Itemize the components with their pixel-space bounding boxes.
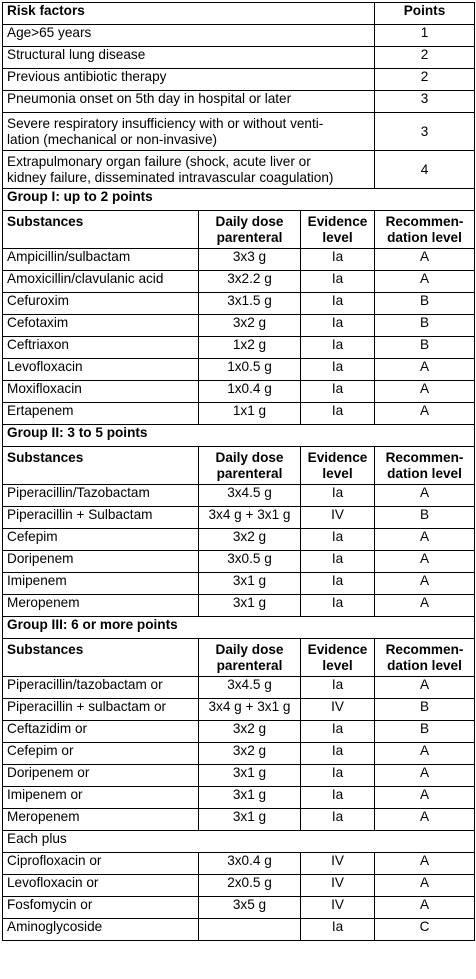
evidence-level: Ia xyxy=(301,271,375,293)
evidence-level: Ia xyxy=(301,743,375,765)
drug-row xyxy=(3,743,475,765)
recommendation-level: A xyxy=(375,249,475,271)
daily-dose: 3x4 g + 3x1 g xyxy=(199,699,301,721)
substance: Imipenem or xyxy=(3,787,199,809)
recommendation-level: B xyxy=(375,337,475,359)
column-header-row xyxy=(3,639,475,677)
substance: Cefuroxim xyxy=(3,293,199,315)
recommendation-level-heading: Recommen- dation level xyxy=(375,211,475,249)
risk-points: 3 xyxy=(375,113,475,151)
evidence-level: Ia xyxy=(301,573,375,595)
substance: Amoxicillin/clavulanic acid xyxy=(3,271,199,293)
risk-factor: Previous antibiotic therapy xyxy=(3,69,375,91)
substance: Piperacillin + sulbactam or xyxy=(3,699,199,721)
drug-row xyxy=(3,595,475,617)
recommendation-level: A xyxy=(375,853,475,875)
group-title: Group I: up to 2 points xyxy=(3,189,475,211)
daily-dose xyxy=(199,919,301,941)
evidence-level-heading: Evidence level xyxy=(301,211,375,249)
drug-row xyxy=(3,573,475,595)
substance: Doripenem xyxy=(3,551,199,573)
drug-row xyxy=(3,507,475,529)
evidence-level: Ia xyxy=(301,359,375,381)
evidence-level: IV xyxy=(301,853,375,875)
drug-row xyxy=(3,677,475,699)
evidence-level-heading: Evidence level xyxy=(301,447,375,485)
daily-dose: 3x2 g xyxy=(199,721,301,743)
risk-factor-row xyxy=(3,151,475,189)
risk-factor: Structural lung disease xyxy=(3,47,375,69)
substance: Cefotaxim xyxy=(3,315,199,337)
substance: Ampicillin/sulbactam xyxy=(3,249,199,271)
antibiotic-table xyxy=(2,2,475,941)
drug-row xyxy=(3,315,475,337)
recommendation-level: A xyxy=(375,381,475,403)
points-heading: Points xyxy=(375,3,475,25)
recommendation-level: A xyxy=(375,485,475,507)
substance: Meropenem xyxy=(3,809,199,831)
column-header-row xyxy=(3,447,475,485)
daily-dose: 1x1 g xyxy=(199,403,301,425)
substance: Ertapenem xyxy=(3,403,199,425)
drug-row xyxy=(3,853,475,875)
substance: Ceftriaxon xyxy=(3,337,199,359)
recommendation-level: A xyxy=(375,271,475,293)
each-plus-row xyxy=(3,831,475,853)
daily-dose: 3x1 g xyxy=(199,787,301,809)
substance: Fosfomycin or xyxy=(3,897,199,919)
evidence-level: Ia xyxy=(301,529,375,551)
evidence-level: Ia xyxy=(301,293,375,315)
drug-row xyxy=(3,359,475,381)
evidence-level: Ia xyxy=(301,551,375,573)
substance: Levofloxacin or xyxy=(3,875,199,897)
recommendation-level: A xyxy=(375,677,475,699)
daily-dose: 3x1 g xyxy=(199,595,301,617)
recommendation-level: A xyxy=(375,897,475,919)
recommendation-level: B xyxy=(375,315,475,337)
recommendation-level-heading: Recommen- dation level xyxy=(375,447,475,485)
evidence-level: Ia xyxy=(301,809,375,831)
daily-dose: 3x5 g xyxy=(199,897,301,919)
recommendation-level: A xyxy=(375,743,475,765)
daily-dose: 3x2 g xyxy=(199,529,301,551)
evidence-level: Ia xyxy=(301,381,375,403)
drug-row xyxy=(3,897,475,919)
risk-factors-heading: Risk factors xyxy=(3,3,375,25)
recommendation-level: A xyxy=(375,809,475,831)
drug-row xyxy=(3,337,475,359)
recommendation-level: C xyxy=(375,919,475,941)
evidence-level: Ia xyxy=(301,787,375,809)
evidence-level: Ia xyxy=(301,337,375,359)
drug-row xyxy=(3,765,475,787)
risk-factor-row xyxy=(3,113,475,151)
drug-row xyxy=(3,485,475,507)
group-title: Group II: 3 to 5 points xyxy=(3,425,475,447)
risk-factor: Age>65 years xyxy=(3,25,375,47)
drug-row xyxy=(3,787,475,809)
substance: Doripenem or xyxy=(3,765,199,787)
evidence-level: IV xyxy=(301,699,375,721)
substances-heading: Substances xyxy=(3,447,199,485)
recommendation-level: A xyxy=(375,573,475,595)
evidence-level: Ia xyxy=(301,677,375,699)
group-title: Group III: 6 or more points xyxy=(3,617,475,639)
substance: Cefepim or xyxy=(3,743,199,765)
column-header-row xyxy=(3,211,475,249)
daily-dose: 3x4.5 g xyxy=(199,677,301,699)
drug-row xyxy=(3,271,475,293)
group-title-row xyxy=(3,189,475,211)
recommendation-level: A xyxy=(375,595,475,617)
substance: Piperacillin + Sulbactam xyxy=(3,507,199,529)
drug-row xyxy=(3,919,475,941)
substances-heading: Substances xyxy=(3,211,199,249)
recommendation-level: A xyxy=(375,875,475,897)
daily-dose-heading: Daily dose parenteral xyxy=(199,639,301,677)
drug-row xyxy=(3,721,475,743)
daily-dose-heading: Daily dose parenteral xyxy=(199,447,301,485)
drug-row xyxy=(3,875,475,897)
drug-row xyxy=(3,293,475,315)
daily-dose: 3x1.5 g xyxy=(199,293,301,315)
substance: Moxifloxacin xyxy=(3,381,199,403)
recommendation-level: A xyxy=(375,765,475,787)
drug-row xyxy=(3,551,475,573)
recommendation-level: A xyxy=(375,551,475,573)
recommendation-level: B xyxy=(375,721,475,743)
evidence-level: Ia xyxy=(301,765,375,787)
daily-dose: 3x2 g xyxy=(199,743,301,765)
risk-points: 1 xyxy=(375,25,475,47)
risk-factor-row xyxy=(3,47,475,69)
group-title-row xyxy=(3,617,475,639)
recommendation-level: B xyxy=(375,699,475,721)
substance: Meropenem xyxy=(3,595,199,617)
risk-factor: Pneumonia onset on 5th day in hospital or later xyxy=(3,91,375,113)
risk-points: 4 xyxy=(375,151,475,189)
daily-dose: 1x2 g xyxy=(199,337,301,359)
daily-dose: 3x4 g + 3x1 g xyxy=(199,507,301,529)
daily-dose: 2x0.5 g xyxy=(199,875,301,897)
evidence-level: Ia xyxy=(301,595,375,617)
risk-factor-row xyxy=(3,25,475,47)
drug-row xyxy=(3,249,475,271)
recommendation-level-heading: Recommen- dation level xyxy=(375,639,475,677)
recommendation-level: A xyxy=(375,403,475,425)
daily-dose: 3x3 g xyxy=(199,249,301,271)
evidence-level: Ia xyxy=(301,919,375,941)
evidence-level: Ia xyxy=(301,485,375,507)
risk-factor-row xyxy=(3,69,475,91)
evidence-level: Ia xyxy=(301,249,375,271)
daily-dose: 3x2.2 g xyxy=(199,271,301,293)
substance: Cefepim xyxy=(3,529,199,551)
risk-header-row xyxy=(3,3,475,25)
daily-dose: 3x0.4 g xyxy=(199,853,301,875)
recommendation-level: B xyxy=(375,293,475,315)
daily-dose: 3x1 g xyxy=(199,573,301,595)
risk-factor: Severe respiratory insufficiency with or without venti- lation (mechanical or non-invasive) xyxy=(3,113,375,151)
substance: Aminoglycoside xyxy=(3,919,199,941)
daily-dose: 3x2 g xyxy=(199,315,301,337)
risk-factor: Extrapulmonary organ failure (shock, acute liver or kidney failure, disseminated intravascular coagulation) xyxy=(3,151,375,189)
drug-row xyxy=(3,529,475,551)
drug-row xyxy=(3,381,475,403)
daily-dose-heading: Daily dose parenteral xyxy=(199,211,301,249)
substance: Imipenem xyxy=(3,573,199,595)
substance: Piperacillin/Tazobactam xyxy=(3,485,199,507)
drug-row xyxy=(3,699,475,721)
substance: Piperacillin/tazobactam or xyxy=(3,677,199,699)
substance: Ciprofloxacin or xyxy=(3,853,199,875)
evidence-level-heading: Evidence level xyxy=(301,639,375,677)
drug-row xyxy=(3,403,475,425)
evidence-level: IV xyxy=(301,875,375,897)
recommendation-level: A xyxy=(375,787,475,809)
risk-points: 2 xyxy=(375,69,475,91)
evidence-level: Ia xyxy=(301,315,375,337)
group-title-row xyxy=(3,425,475,447)
recommendation-level: A xyxy=(375,359,475,381)
each-plus-label: Each plus xyxy=(3,831,475,853)
risk-points: 2 xyxy=(375,47,475,69)
daily-dose: 1x0.5 g xyxy=(199,359,301,381)
risk-factor-row xyxy=(3,91,475,113)
daily-dose: 1x0.4 g xyxy=(199,381,301,403)
daily-dose: 3x1 g xyxy=(199,765,301,787)
risk-points: 3 xyxy=(375,91,475,113)
recommendation-level: B xyxy=(375,507,475,529)
evidence-level: IV xyxy=(301,507,375,529)
substances-heading: Substances xyxy=(3,639,199,677)
drug-row xyxy=(3,809,475,831)
daily-dose: 3x4.5 g xyxy=(199,485,301,507)
evidence-level: IV xyxy=(301,897,375,919)
daily-dose: 3x0.5 g xyxy=(199,551,301,573)
evidence-level: Ia xyxy=(301,403,375,425)
substance: Ceftazidim or xyxy=(3,721,199,743)
daily-dose: 3x1 g xyxy=(199,809,301,831)
recommendation-level: A xyxy=(375,529,475,551)
evidence-level: Ia xyxy=(301,721,375,743)
substance: Levofloxacin xyxy=(3,359,199,381)
